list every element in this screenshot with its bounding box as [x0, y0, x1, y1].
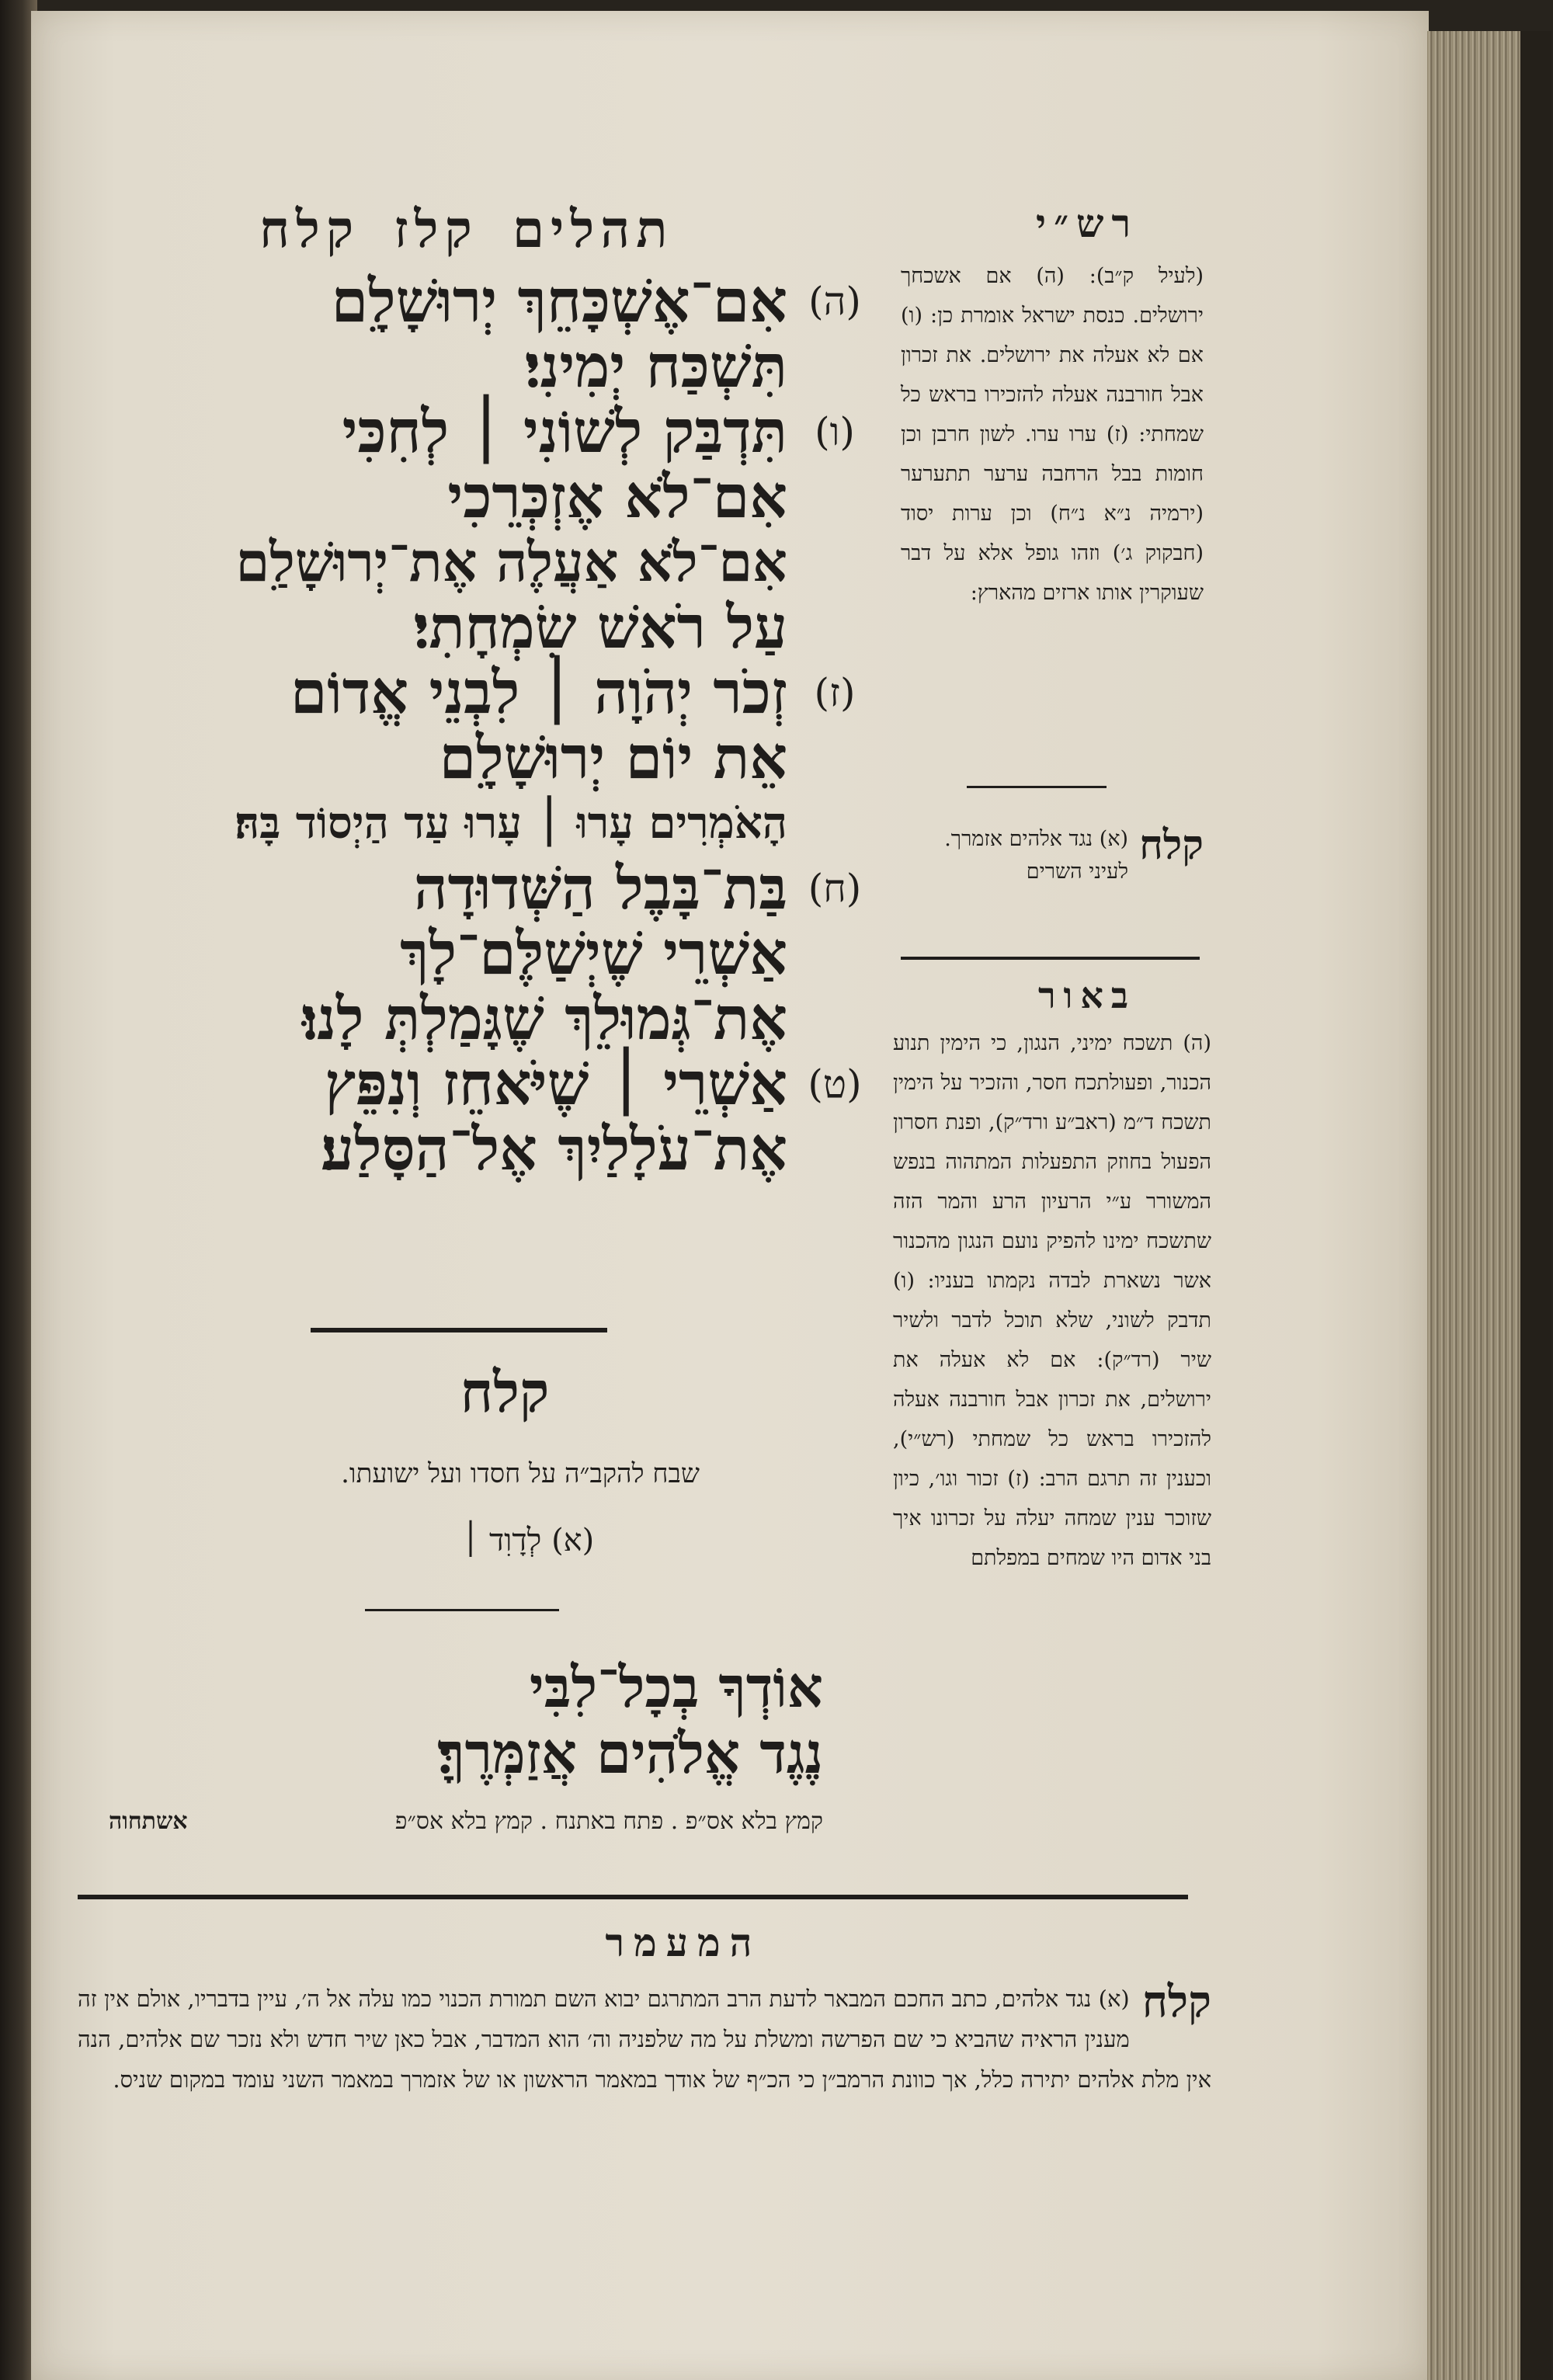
rashi-second-comment: [901, 823, 1204, 940]
rashi-divider: [967, 786, 1107, 788]
verse-text: אַשְׁרֵי ׀ שֶׁיֹּאחֵז וְנִפֵּץ: [325, 1049, 787, 1118]
divider-rule: [311, 1328, 607, 1332]
psalm-line: [225, 529, 877, 596]
catchword: אשתחוה: [109, 1808, 188, 1835]
maamar-header: המעמר: [605, 1920, 762, 1965]
verse-text: אַשְׁרֵי שֶׁיְשַׁלֶּם־לָךְ: [400, 919, 787, 988]
short-divider-rule: [365, 1609, 559, 1611]
psalm-line: [225, 1116, 877, 1183]
verse-text: תִּדְבַּק לְשׁוֹנִי ׀ לְחִכִּי: [342, 397, 787, 466]
page-fore-edge: [1427, 31, 1520, 2380]
rashi-header: רש״י: [1035, 200, 1139, 246]
rashi-second-text: (א) נגד אלהים אזמרך. לעיני השרים: [944, 827, 1129, 884]
psalm-number-title: קלח: [460, 1359, 550, 1425]
psalm-column: [225, 194, 877, 1514]
psalm-line: [225, 268, 877, 335]
psalm-line: [225, 398, 877, 465]
biur-divider: [901, 957, 1200, 960]
maamar-commentary: [78, 1976, 1211, 2173]
verse-number: (ח): [808, 866, 862, 911]
masoretic-note: קמץ בלא אס״פ . פתח באתנח . קמץ בלא אס״פ: [394, 1808, 823, 1835]
verse-text: אֶת־עֹלָלַיִךְ אֶל־הַסָּלַע׃: [320, 1114, 787, 1183]
psalm-line: [225, 1051, 877, 1117]
biur-header: באור: [1037, 975, 1137, 1016]
verse-text: אִם־לֹא אֶזְכְּרֵכִי: [447, 462, 787, 531]
rashi-second-label: קלח: [1139, 822, 1204, 869]
psalm-line: [225, 594, 877, 661]
psalm-line: [225, 920, 877, 987]
verse-number: (ט): [808, 1061, 862, 1107]
rashi-commentary: (לעיל ק״ב): (ה) אם אשכחך ירושלים. כנסת ישראל אומרת כן: (ו) אם לא אעלה את ירושלים. את זכרון אבל חורבנה אעלה להזכירו בראש כל שמחתי: (ז) ערו ערו. לשון חרבן וכן חומות בבל הרחבה ערער תתערער (ירמיה נ״א נ״ח) וכן ערות יסוד (חבקוק ג׳) וזהו גופל אלא על דבר שעוקרין אותו ארזים מהארץ:: [901, 264, 1204, 605]
psalm-subtitle: שבח להקב״ה על חסדו ועל ישועתו.: [341, 1458, 700, 1489]
book-title: תהלים: [512, 198, 674, 259]
maamar-label: קלח: [1141, 1976, 1211, 2027]
verse-text: אִם־אֶשְׁכָּחֵךְ יְרוּשָׁלָ͏ִם: [331, 266, 787, 335]
psalm-line: [225, 985, 877, 1052]
chapter-number: קלז: [394, 198, 478, 259]
verse-number: (ו): [815, 409, 855, 454]
maamar-text: (א) נגד אלהים, כתב החכם המבאר לדעת הרב המתרגם יבוא השם תמורת הכנוי כמו עלה אל ה׳, עיין בדבריו, אולם אין זה מענין הראיה שהביא כי שם הפרשה ומשלת על מה שלפניה וה׳ הוא המדבר, אבל כאן שיר חדש ולא נזכר שם אלהים, הנה אין מלת אלהים יתירה כלל, אך כוונת הרמב״ן כי הכ״ף של אודך במאמר הראשון או של אזמרך במאמר השני עומד במקום שניס.: [78, 1986, 1211, 2093]
running-header: [225, 194, 877, 264]
verse-text: הָאֹמְרִים עָרוּ ׀ עָרוּ עַד הַיְסוֹד בָּהּ׃: [235, 797, 787, 849]
psalm-line: [225, 659, 877, 726]
verse-text: תִּשְׁכַּח יְמִינִי׃: [524, 332, 787, 401]
psalm-line: [225, 790, 877, 856]
psalm-line: [225, 333, 877, 400]
biur-commentary: (ה) תשכח ימיני, הנגון, כי הימין תנוע הכנור, ופעולתכח חסר, והזכיר על הימין תשכח ד״מ (ראב״ע ורד״ק), ופנת חסרון הפעול בחוזק התפעלות המתהוה בנפש המשורר ע״י הרעיון הרע והמר הזה שתשכח ימינו להפיק נועם הנגון מהכנור אשר נשארת לבדה נקמתו בעניו: (ו) תדבק לשוני, שלא תוכל לדבר ולשיר שיר (רד״ק): אם לא אעלה את ירושלים, את זכרון אבל חורבנה אעלה להזכירו בראש כל שמחתי (רש״י), וכענין זה תרגם הרב: (ז) זכור וגו׳, כיון שזוכר ענין שמחה יעלה על זכרונו איך בני אדום היו שמחים במפלתם: [893, 1031, 1211, 1570]
verse-number: (ז): [814, 670, 856, 715]
psalm-ledavid: (א) לְדָוִד ׀: [461, 1523, 595, 1558]
verse-text: בַּת־בָּבֶל הַשְּׁדוּדָה: [413, 853, 787, 922]
verse-text: אֶת־גְּמוּלֵךְ שֶׁגָּמַלְתְּ לָנוּ׃: [301, 984, 787, 1053]
psalm-line: [225, 855, 877, 922]
chapter-number-next: קלח: [259, 198, 360, 259]
psalm-verse-line-1: אוֹדְךָ בְכָל־לִבִּי: [529, 1654, 823, 1720]
verse-number: (ה): [808, 279, 861, 324]
verse-text: זְכֹר יְהֹוָה ׀ לִבְנֵי אֱדוֹם: [290, 658, 787, 727]
verse-text: אֵת יוֹם יְרוּשָׁלָ͏ִם: [439, 723, 787, 792]
verse-text: אִם־לֹא אַעֲלֶה אֶת־יְרוּשָׁלַ͏ִם: [235, 530, 787, 594]
footer-rule: [78, 1895, 1188, 1899]
psalm-line: [225, 724, 877, 791]
psalm-line: [225, 464, 877, 530]
verse-text: עַל רֹאשׁ שִׂמְחָתִי׃: [413, 592, 787, 662]
psalm-verse-line-2: נֶגֶד אֱלֹהִים אֲזַמְּרֶךָּ׃: [437, 1720, 823, 1786]
